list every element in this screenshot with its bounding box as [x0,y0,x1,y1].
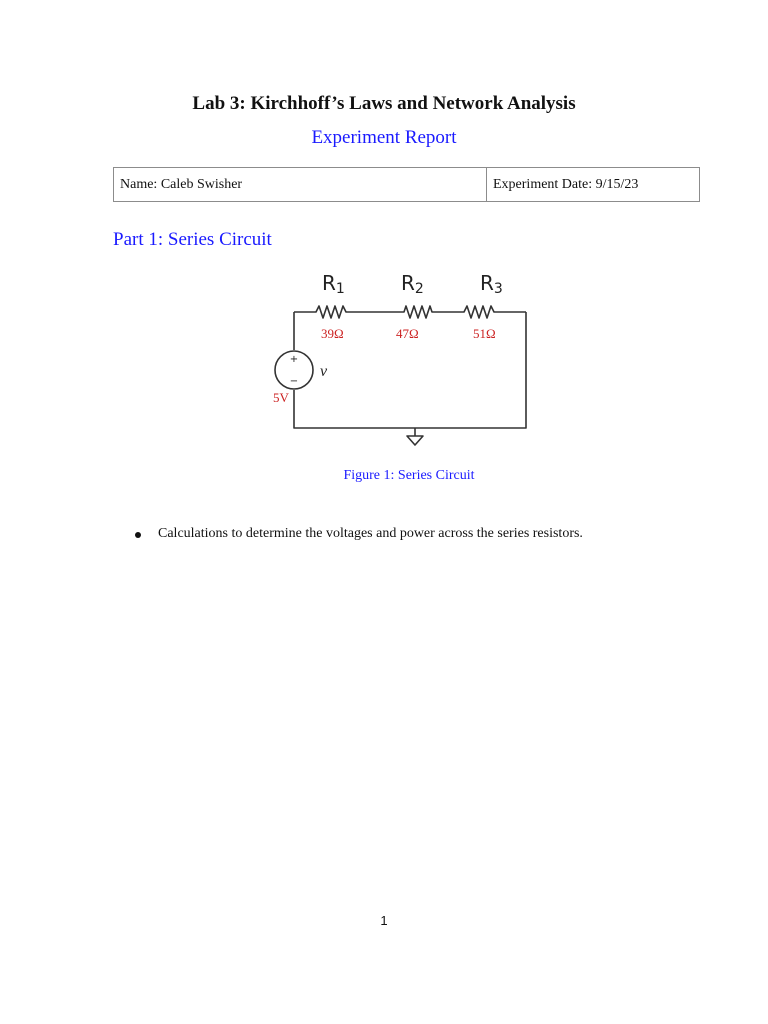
resistor-3-label: R3 [480,271,503,297]
source-voltage-value: 5V [273,390,289,405]
resistor-2-value: 47Ω [396,326,419,341]
bullet-list [133,526,583,542]
resistor-3-value: 51Ω [473,326,496,341]
name-cell: Name: Caleb Swisher [114,168,487,202]
source-plus-sign: + [289,354,299,365]
resistor-2-label: R2 [401,271,424,297]
figure-caption: Figure 1: Series Circuit [343,468,475,483]
section-heading: Part 1: Series Circuit [113,229,272,250]
page-number: 1 [380,913,388,928]
bullet-text: Calculations to determine the voltages and power across the series resistors. [158,526,583,541]
source-voltage-label: v [320,363,328,380]
resistor-1-value: 39Ω [321,326,344,341]
series-circuit-diagram [260,262,540,457]
ground-icon [407,436,423,445]
document-subtitle: Experiment Report [311,127,457,148]
document-title: Lab 3: Kirchhoff’s Laws and Network Analysis [192,93,576,114]
source-minus-sign: − [289,376,299,387]
top-wire [294,306,526,318]
bullet-icon [135,532,141,538]
experiment-date-cell: Experiment Date: 9/15/23 [487,168,700,202]
resistor-1-label: R1 [322,271,345,297]
list-item [133,526,583,542]
info-table [113,167,700,202]
table-row [114,168,700,202]
